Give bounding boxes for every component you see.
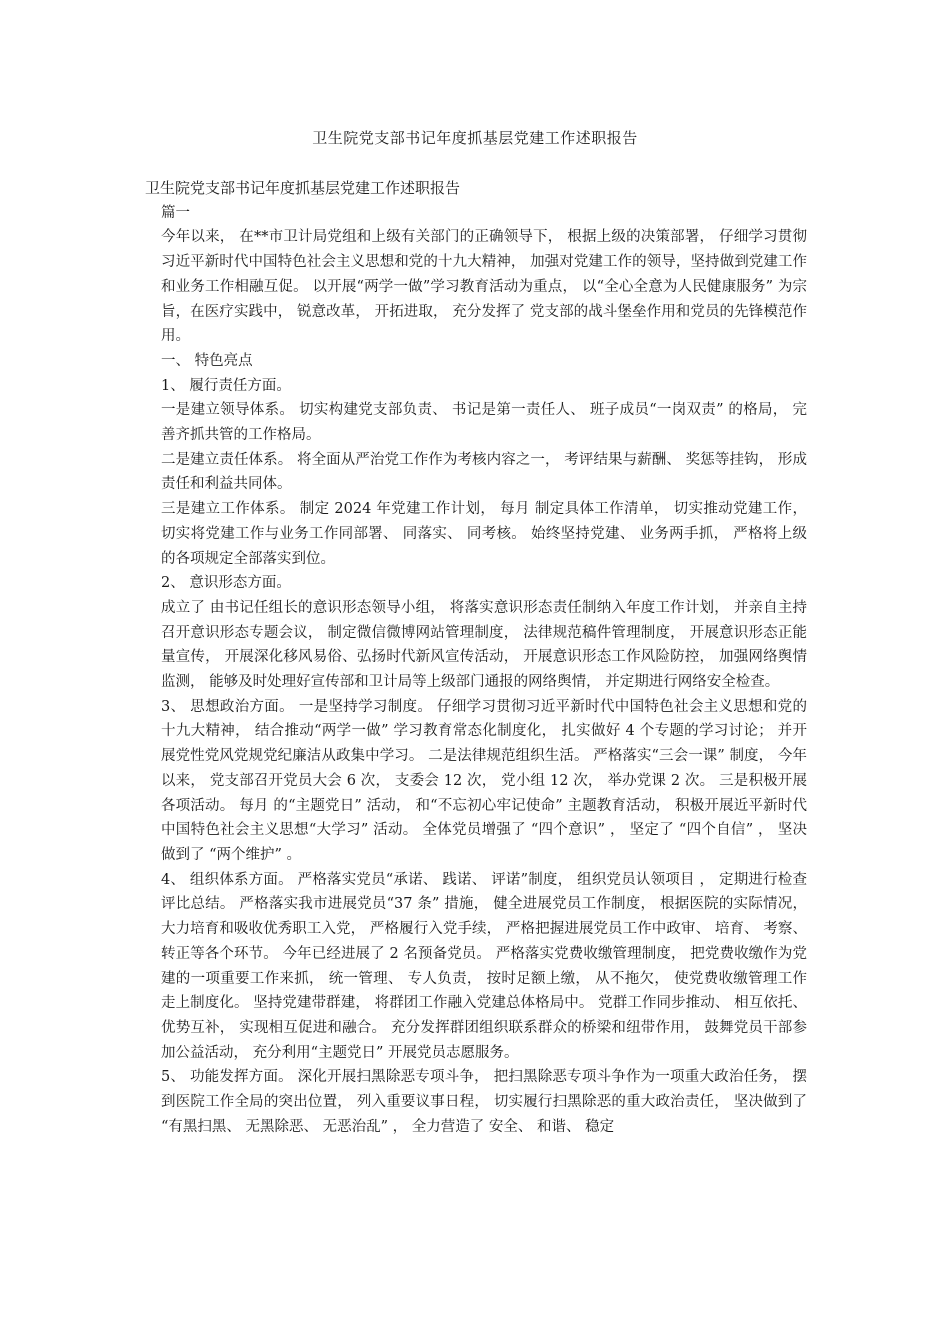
section-label: 篇一 [161,204,190,221]
paragraph: 3、 思想政治方面。 一是坚持学习制度。 仔细学习贯彻习近平新时代中国特色社会主义思想和党的十九大精神， 结合推动“两学一做” 学习教育常态化制度化， 扎实做好 4 个专题的学习讨论； 并开展党性党风党规党纪廉洁从政集中学习。 二是法律规范组织生活。 严格落实“三会一课” 制度， 今年以来， 党支部召开党员大会 6 次， 支委会 12 次， 党小组 12 次， 举办党课 2 次。 三是积极开展各项活动。 每月 的“主题党日” 活动， 和“不忘初心牢记使命” 主题教育活动， 积极开展近平新时代中国特色社会主义思想“大学习” 活动。 全体党员增强了 “四个意识” ， 坚定了 “四个自信” ， 坚决做到了 “两个维护” 。 [161,698,807,863]
paragraph: 二是建立责任体系。 将全面从严治党工作作为考核内容之一， 考评结果与薪酬、 奖惩等挂钩， 形成责任和利益共同体。 [161,451,807,493]
paragraph: 一是建立领导体系。 切实构建党支部负责、 书记是第一责任人、 班子成员“一岗双责” 的格局， 完善齐抓共管的工作格局。 [161,402,807,444]
paragraph: 4、 组织体系方面。 严格落实党员“承诺、 践诺、 评诺”制度， 组织党员认领项目 ， 定期进行检查评比总结。 严格落实我市进展党员“37 条” 措施， 健全进展党员工作制度， 根据医院的实际情况， 大力培育和吸收优秀职工入党， 严格履行入党手续， 严格把握进展党员工作中政审、 培育、 考察、 转正等各个环节。 今年已经进展了 2 名预备党员。 严格落实党费收缴管理制度， 把党费收缴作为党建的一项重要工作来抓， 统一管理、 专人负责， 按时足额上缴， 从不拖欠， 使党费收缴管理工作走上制度化。 坚持党建带群建， 将群团工作融入党建总体格局中。 党群工作同步推动、 相互依托、 优势互补， 实现相互促进和融合。 充分发挥群团组织联系群众的桥梁和纽带作用， 鼓舞党员干部参加公益活动， 充分利用“主题党日” 开展党员志愿服务。 [161,871,807,1061]
subsection-heading: 1、 履行责任方面。 [161,377,291,394]
section-heading: 一、 特色亮点 [161,352,253,369]
page-title: 卫生院党支部书记年度抓基层党建工作述职报告 [312,129,638,147]
document-body [145,176,807,1139]
paragraph: 成立了 由书记任组长的意识形态领导小组， 将落实意识形态责任制纳入年度工作计划， 并亲自主持召开意识形态专题会议， 制定微信微博网站管理制度， 法律规范稿件管理制度， 开展意识形态正能量宣传， 开展深化移风易俗、弘扬时代新风宣传活动， 开展意识形态工作风险防控， 加强网络舆情监测， 能够及时处理好宣传部和卫计局等上级部门通报的网络舆情， 并定期进行网络安全检查。 [161,599,807,691]
paragraph: 5、 功能发挥方面。 深化开展扫黑除恶专项斗争， 把扫黑除恶专项斗争作为一项重大政治任务， 摆到医院工作全局的突出位置， 列入重要议事日程， 切实履行扫黑除恶的重大政治责任， 坚决做到了 “有黑扫黑、 无黑除恶、 无恶治乱” ， 全力营造了 安全、 和谐、 稳定 [161,1069,807,1135]
document-subtitle: 卫生院党支部书记年度抓基层党建工作述职报告 [145,179,461,197]
subsection-heading: 2、 意识形态方面。 [161,575,291,592]
paragraph: 三是建立工作体系。 制定 2024 年党建工作计划， 每月 制定具体工作清单， 切实推动党建工作， 切实将党建工作与业务工作同部署、 同落实、 同考核。 始终坚持党建、 业务两手抓， 严格将上级的各项规定全部落实到位。 [161,501,807,567]
paragraph: 今年以来， 在**市卫计局党组和上级有关部门的正确领导下， 根据上级的决策部署， 仔细学习贯彻习近平新时代中国特色社会主义思想和党的十九大精神， 加强对党建工作的领导，坚持做到党建工作和业务工作相融互促。 以开展“两学一做”学习教育活动为重点， 以“全心全意为人民健康服务” 为宗旨，在医疗实践中， 锐意改革， 开拓进取， 充分发挥了 党支部的战斗堡垒作用和党员的先锋模范作用。 [161,229,807,345]
